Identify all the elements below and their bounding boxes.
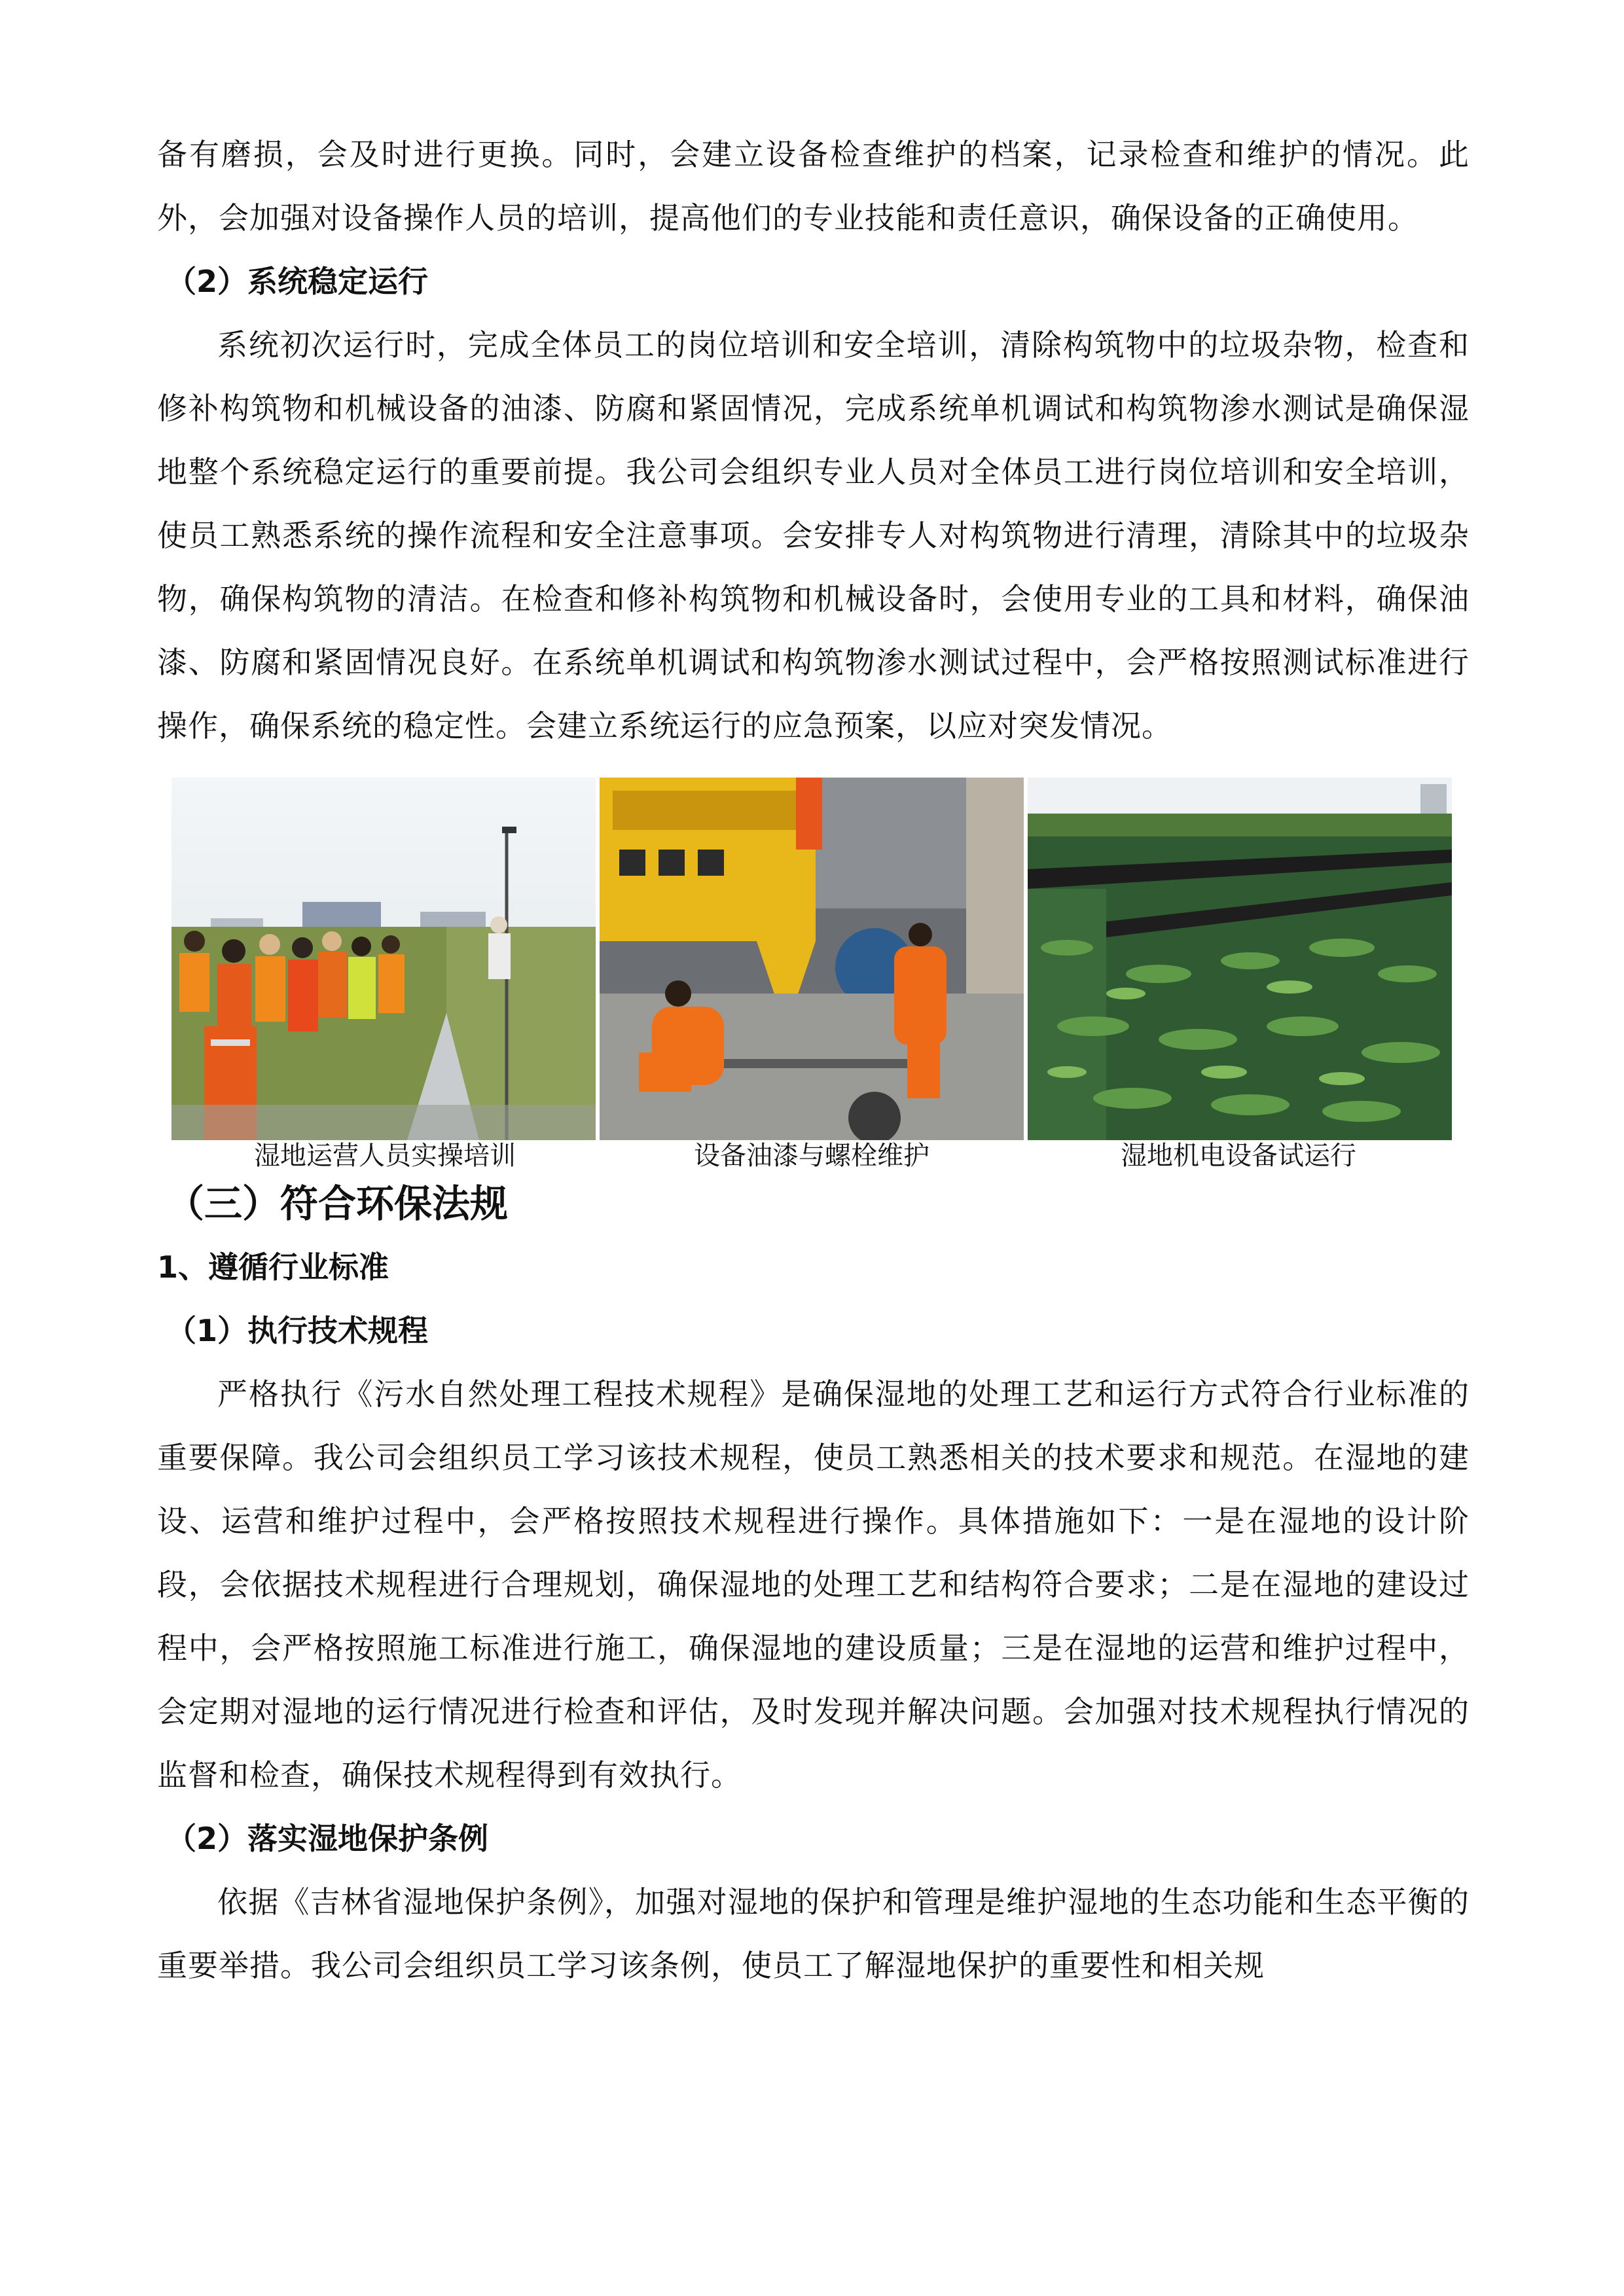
photo-row bbox=[171, 778, 1453, 1140]
photo-captions bbox=[171, 1140, 1453, 1172]
document-page bbox=[157, 123, 1470, 1998]
heading-wetland-protection: （2）落实湿地保护条例 bbox=[166, 1821, 489, 1856]
heading-industry-standards: 1、遵循行业标准 bbox=[157, 1249, 389, 1285]
photo-equipment-maintenance bbox=[600, 778, 1024, 1140]
caption-equipment-maintenance: 设备油漆与螺栓维护 bbox=[694, 1141, 929, 1171]
paragraph-equipment-maintenance: 备有磨损，会及时进行更换。同时，会建立设备检查维护的档案，记录检查和维护的情况。此外，会加强对设备操作人员的培训，提高他们的专业技能和责任意识，确保设备的正确使用。 bbox=[157, 137, 1470, 236]
paragraph-technical-regulations: 严格执行《污水自然处理工程技术规程》是确保湿地的处理工艺和运行方式符合行业标准的重要保障。我公司会组织员工学习该技术规程，使员工熟悉相关的技术要求和规范。在湿地的建设、运营和维护过程中，会严格按照技术规程进行操作。具体措施如下：一是在湿地的设计阶段，会依据技术规程进行合理规划，确保湿地的处理工艺和结构符合要求；二是在湿地的建设过程中，会严格按照施工标准进行施工，确保湿地的建设质量；三是在湿地的运营和维护过程中，会定期对湿地的运行情况进行检查和评估，及时发现并解决问题。会加强对技术规程执行情况的监督和检查，确保技术规程得到有效执行。 bbox=[157, 1376, 1470, 1793]
paragraph-system-operation: 系统初次运行时，完成全体员工的岗位培训和安全培训，清除构筑物中的垃圾杂物，检查和修补构筑物和机械设备的油漆、防腐和紧固情况，完成系统单机调试和构筑物渗水测试是确保湿地整个系统稳定运行的重要前提。我公司会组织专业人员对全体员工进行岗位培训和安全培训，使员工熟悉系统的操作流程和安全注意事项。会安排专人对构筑物进行清理，清除其中的垃圾杂物，确保构筑物的清洁。在检查和修补构筑物和机械设备时，会使用专业的工具和材料，确保油漆、防腐和紧固情况良好。在系统单机调试和构筑物渗水测试过程中，会严格按照测试标准进行操作，确保系统的稳定性。会建立系统运行的应急预案，以应对突发情况。 bbox=[157, 327, 1470, 744]
photo-staff-training bbox=[171, 778, 596, 1140]
paragraph-wetland-protection: 依据《吉林省湿地保护条例》，加强对湿地的保护和管理是维护湿地的生态功能和生态平衡的重要举措。我公司会组织员工学习该条例，使员工了解湿地保护的重要性和相关规 bbox=[157, 1884, 1470, 1983]
heading-system-stable-operation: （2）系统稳定运行 bbox=[166, 264, 429, 299]
caption-staff-training: 湿地运营人员实操培训 bbox=[254, 1141, 516, 1171]
photo-wetland-trial-run bbox=[1028, 778, 1452, 1140]
heading-technical-regulations: （1）执行技术规程 bbox=[166, 1313, 429, 1348]
caption-wetland-trial-run: 湿地机电设备试运行 bbox=[1121, 1141, 1356, 1171]
heading-environmental-compliance: （三）符合环保法规 bbox=[166, 1181, 509, 1226]
